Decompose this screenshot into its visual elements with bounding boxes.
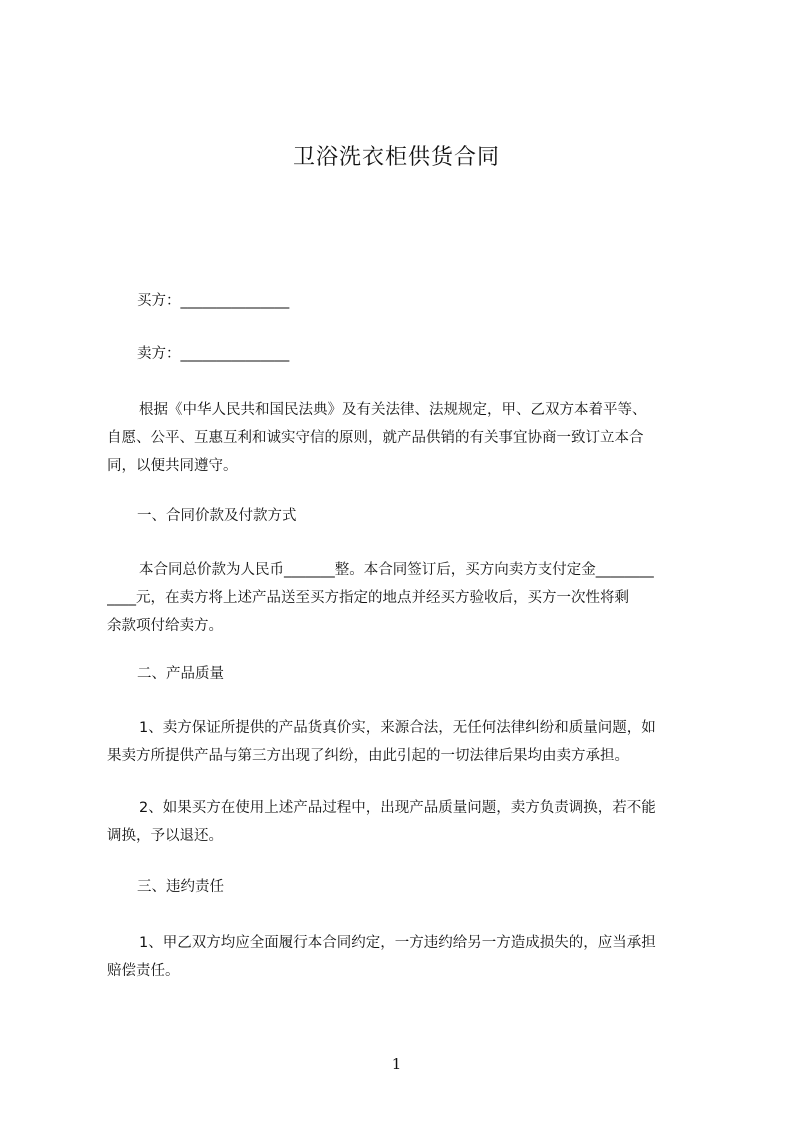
- section1-heading: 一、合同价款及付款方式: [137, 508, 297, 524]
- intro-line: 根据《中华人民共和国民法典》及有关法律、法规规定，甲、乙双方本着平等、: [139, 402, 647, 418]
- section1-line: ____元，在卖方将上述产品送至买方指定的地点并经买方验收后，买方一次性将剩: [107, 590, 629, 606]
- section3-item1: [107, 929, 707, 985]
- section2-item2-line: 2、如果买方在使用上述产品过程中，出现产品质量问题，卖方负责调换，若不能: [139, 800, 656, 816]
- seller-line: 卖方：_______________: [137, 346, 290, 362]
- buyer-line: 买方：_______________: [137, 293, 290, 309]
- section3-item1-line: 1、甲乙双方均应全面履行本合同约定，一方违约给另一方造成损失的，应当承担: [139, 935, 656, 951]
- section2-item1-line: 果卖方所提供产品与第三方出现了纠纷，由此引起的一切法律后果均由卖方承担。: [107, 748, 629, 764]
- section1-line: 本合同总价款为人民币_______整。本合同签订后，买方向卖方支付定金________: [139, 562, 654, 578]
- section3-heading: 三、违约责任: [137, 879, 224, 895]
- page-number: 1: [391, 1055, 402, 1073]
- section1-line: 余款项付给卖方。: [107, 618, 223, 634]
- section2-heading: 二、产品质量: [137, 666, 224, 682]
- intro-paragraph: [107, 396, 707, 480]
- section3-item1-line: 赔偿责任。: [107, 963, 180, 979]
- intro-line: 同，以便共同遵守。: [107, 458, 238, 474]
- intro-line: 自愿、公平、互惠互利和诚实守信的原则，就产品供销的有关事宜协商一致订立本合: [107, 430, 644, 446]
- section2-item2-line: 调换，予以退还。: [107, 828, 223, 844]
- section2-item2: [107, 794, 707, 850]
- section2-item1-line: 1、卖方保证所提供的产品货真价实，来源合法，无任何法律纠纷和质量问题，如: [139, 720, 656, 736]
- document-title: 卫浴洗衣柜供货合同: [292, 145, 500, 170]
- section2-item1: [107, 714, 707, 770]
- section1-body: [107, 556, 707, 640]
